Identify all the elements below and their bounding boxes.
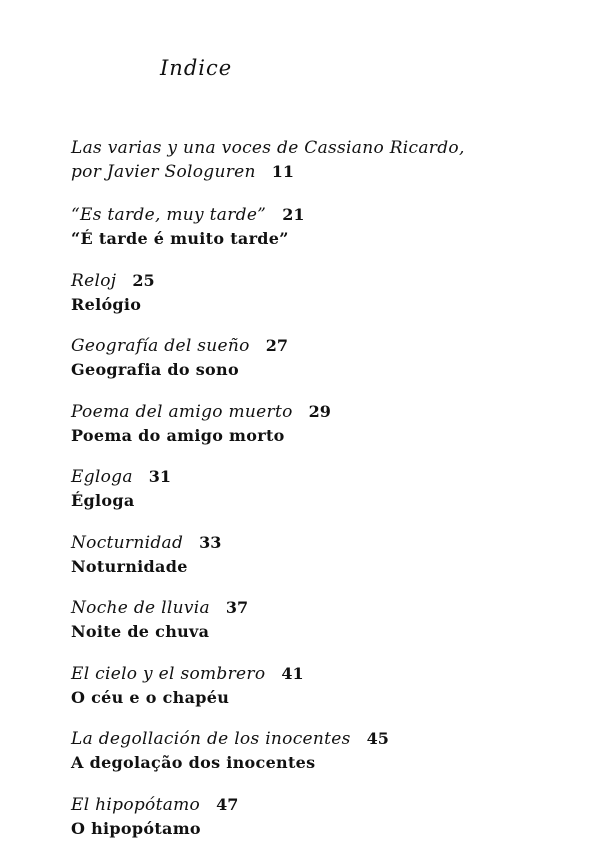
toc-entry-intro xyxy=(71,136,581,203)
toc-entry-spanish-line xyxy=(71,334,581,358)
spanish-title: La degollación de los inocentes xyxy=(71,729,351,749)
toc-entry-spanish-line xyxy=(71,465,581,489)
portuguese-title: Poema do amigo morto xyxy=(71,424,581,448)
toc-entry-spanish-line xyxy=(71,662,581,686)
spanish-title: Reloj xyxy=(71,271,116,291)
portuguese-title: Noturnidade xyxy=(71,555,581,579)
page-number: 31 xyxy=(149,467,171,486)
toc-entry xyxy=(71,662,581,728)
spanish-title: Noche de lluvia xyxy=(71,598,210,618)
portuguese-title: A degolação dos inocentes xyxy=(71,751,581,775)
toc-entry-spanish-line xyxy=(71,531,581,555)
spanish-title: Geografía del sueño xyxy=(71,336,250,356)
page-number: 21 xyxy=(282,205,304,224)
toc-entry xyxy=(71,727,581,793)
spanish-title: Nocturnidad xyxy=(71,533,183,553)
toc-entry-spanish-line xyxy=(71,400,581,424)
portuguese-title: Relógio xyxy=(71,293,581,317)
page-number: 47 xyxy=(216,795,238,814)
spanish-title: El cielo y el sombrero xyxy=(71,664,265,684)
table-of-contents xyxy=(71,136,581,858)
spanish-title: Poema del amigo muerto xyxy=(71,402,293,422)
portuguese-title: Égloga xyxy=(71,489,581,513)
toc-entry-spanish-line xyxy=(71,203,581,227)
toc-entry-spanish-line xyxy=(71,727,581,751)
toc-entry-spanish-line xyxy=(71,793,581,817)
spanish-title: El hipopótamo xyxy=(71,795,200,815)
toc-entry-spanish-line xyxy=(71,596,581,620)
page-number: 45 xyxy=(367,729,389,748)
toc-entry xyxy=(71,400,581,466)
page-title: Indice xyxy=(160,56,232,80)
page-number: 41 xyxy=(281,664,303,683)
portuguese-title: O céu e o chapéu xyxy=(71,686,581,710)
page-number: 27 xyxy=(266,336,288,355)
spanish-title: “Es tarde, muy tarde” xyxy=(71,205,266,225)
page-number: 33 xyxy=(199,533,221,552)
portuguese-title: Noite de chuva xyxy=(71,620,581,644)
page-number: 25 xyxy=(132,271,154,290)
portuguese-title: Geografia do sono xyxy=(71,358,581,382)
portuguese-title: O hipopótamo xyxy=(71,817,581,841)
toc-entry xyxy=(71,334,581,400)
toc-entry xyxy=(71,793,581,858)
intro-author: por Javier Sologuren xyxy=(71,162,256,182)
page-number: 29 xyxy=(309,402,331,421)
toc-entry xyxy=(71,465,581,531)
toc-entry-spanish-line xyxy=(71,269,581,293)
toc-entry xyxy=(71,203,581,269)
toc-entry xyxy=(71,269,581,335)
toc-entry xyxy=(71,531,581,597)
page-number: 37 xyxy=(226,598,248,617)
intro-title-line-1: Las varias y una voces de Cassiano Ricardo, xyxy=(71,136,581,160)
portuguese-title: “É tarde é muito tarde” xyxy=(71,227,581,251)
intro-line-2 xyxy=(71,160,581,184)
spanish-title: Egloga xyxy=(71,467,133,487)
toc-entry xyxy=(71,596,581,662)
intro-page-number: 11 xyxy=(272,162,294,181)
